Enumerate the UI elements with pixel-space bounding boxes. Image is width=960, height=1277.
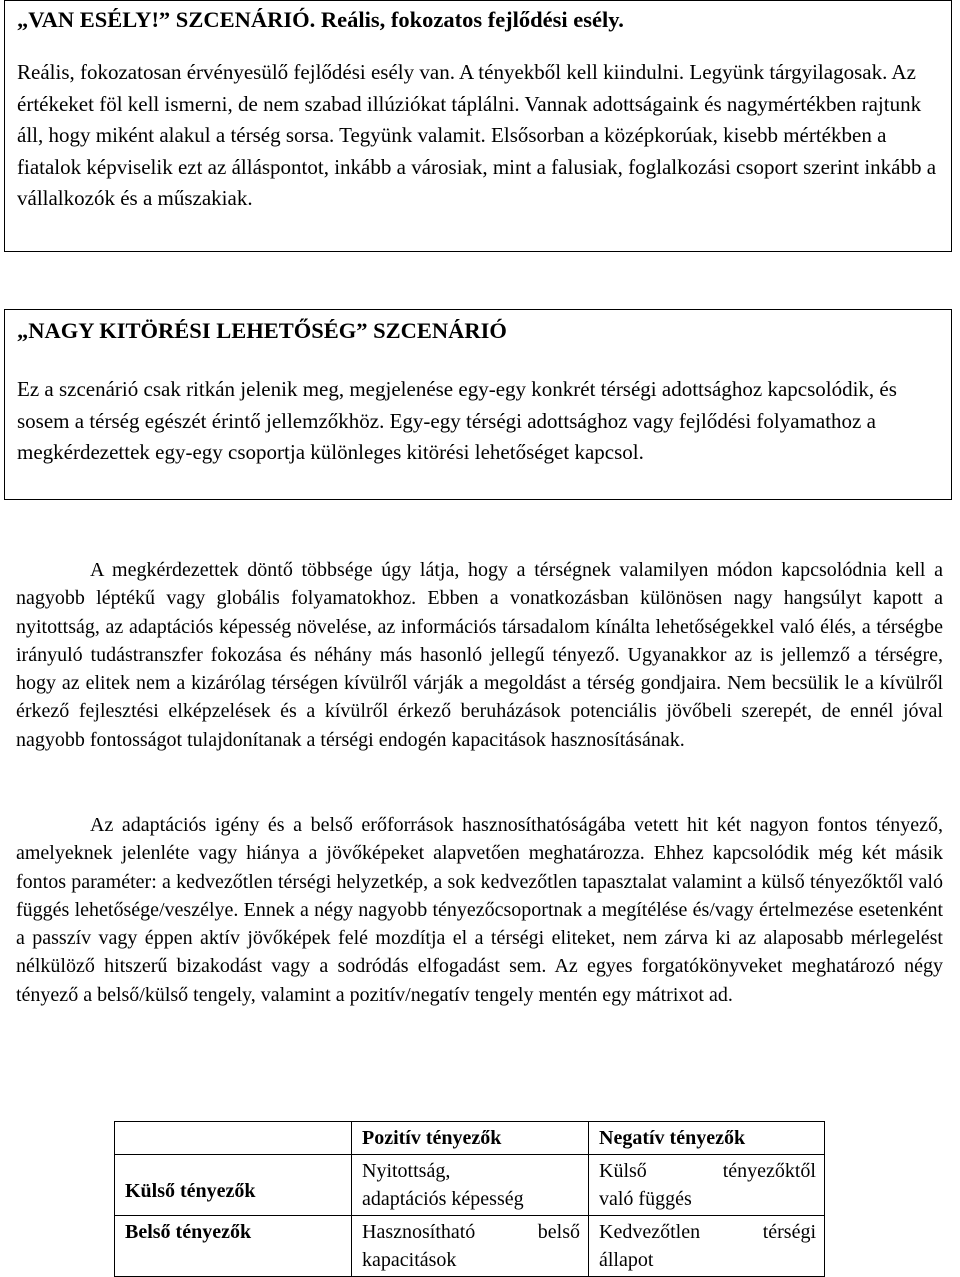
cell-line [599, 1218, 816, 1246]
row-header-internal: Belső tényezők [115, 1216, 352, 1277]
table-cell [352, 1155, 589, 1216]
cell-word: Hasznosítható [362, 1221, 476, 1243]
cell-line: Nyitottság, [362, 1160, 451, 1182]
scenario-title: „NAGY KITÖRÉSI LEHETŐSÉG” SZCENÁRIÓ [17, 318, 507, 343]
table-row [115, 1216, 825, 1277]
scenario-box-van-esely [4, 0, 952, 252]
scenario-title: „VAN ESÉLY!” SZCENÁRIÓ. Reális, fokozatos fejlődési esély. [17, 7, 624, 32]
factor-matrix-table [114, 1121, 825, 1277]
table-cell [589, 1216, 825, 1277]
cell-word: térségi [762, 1221, 816, 1243]
cell-word: Kedvezőtlen [599, 1221, 701, 1243]
row-header-external: Külső tényezők [115, 1155, 352, 1216]
table-row [115, 1122, 825, 1155]
table-cell [589, 1155, 825, 1216]
cell-word: tényezőktől [722, 1160, 816, 1182]
cell-line [599, 1157, 816, 1185]
body-paragraph: A megkérdezettek döntő többsége úgy látja, hogy a térségnek valamilyen módon kapcsolódnia kell a nagyobb léptékű vagy globális folyamatokhoz. Ebben a vonatkozásban különösen nagy hangsúlyt kapott a nyitottság, az adaptációs képesség növelése, az információs társadalom kínálta lehetőségekkel való élés, a térségbe irányuló tudástranszfer fokozása és néhány más hasonló jellegű tényező. Ugyanakkor az is jellemző a térségre, hogy az elitek nem a kizárólag térségen kívülről várják a megoldást a térség gondjaira. Nem becsülik le a kívülről érkező fejlesztési elképzelések és a kívülről érkező beruházások potenciális jövőbeli szerepét, de ennél jóval nagyobb fontosságot tulajdonítanak a térségi endogén kapacitások hasznosításának. [16, 559, 943, 751]
cell-line: adaptációs képesség [362, 1188, 524, 1210]
column-header-positive: Pozitív tényezők [352, 1122, 589, 1155]
cell-line: kapacitások [362, 1249, 457, 1271]
cell-word: Külső [599, 1160, 647, 1182]
cell-word: belső [537, 1221, 580, 1243]
table-cell [352, 1216, 589, 1277]
table-row [115, 1155, 825, 1216]
body-paragraph: Az adaptációs igény és a belső erőforrások hasznosíthatóságába vetett hit két nagyon fontos tényező, amelyeknek jelenléte vagy hiánya a jövőképeket alapvetően meghatározza. Ehhez kapcsolódik még két másik fontos paraméter: a kedvezőtlen térségi helyzetkép, a sok kedvezőtlen tapasztalat valamint a külső tényezőktől való függés lehetősége/veszélye. Ennek a négy nagyobb tényezőcsoportnak a megítélése és/vagy értelmezése esetenként a passzív vagy éppen aktív jövőképek felé mozdítja el a térségi eliteket, nem zárva ki az alaposabb mérlegelést nélkülöző hitszerű bizakodást vagy a sodródás elfogadást sem. Az egyes forgatókönyveket meghatározó négy tényező a belső/külső tengely, valamint a pozitív/negatív tengely mentén egy mátrixot ad. [16, 814, 943, 1006]
table-cell-corner [115, 1122, 352, 1155]
scenario-description: Ez a szcenárió csak ritkán jelenik meg, megjelenése egy-egy konkrét térségi adottsághoz kapcsolódik, és sosem a térség egészét érintő jellemzőkhöz. Egy-egy térségi adottsághoz vagy fejlődési folyamathoz a megkérdezettek egy-egy csoportja különleges kitörési lehetőséget kapcsol. [17, 377, 897, 464]
scenario-box-nagy-kitoresi [4, 309, 952, 500]
scenario-description: Reális, fokozatosan érvényesülő fejlődési esély van. A tényekből kell kiindulni. Legyünk tárgyilagosak. Az értékeket föl kell ismerni, de nem szabad illúziókat táplálni. Vannak adottságaink és nagymértékben rajtunk áll, hogy miként alakul a térség sorsa. Tegyünk valamit. Elsősorban a középkorúak, kisebb mértékben a fiatalok képviselik ezt az álláspontot, inkább a városiak, mint a falusiak, foglalkozási csoport szerint inkább a vállalkozók és a műszakiak. [17, 60, 937, 210]
column-header-negative: Negatív tényezők [589, 1122, 825, 1155]
cell-line [362, 1218, 580, 1246]
cell-line: állapot [599, 1249, 654, 1271]
cell-line: való függés [599, 1188, 692, 1210]
